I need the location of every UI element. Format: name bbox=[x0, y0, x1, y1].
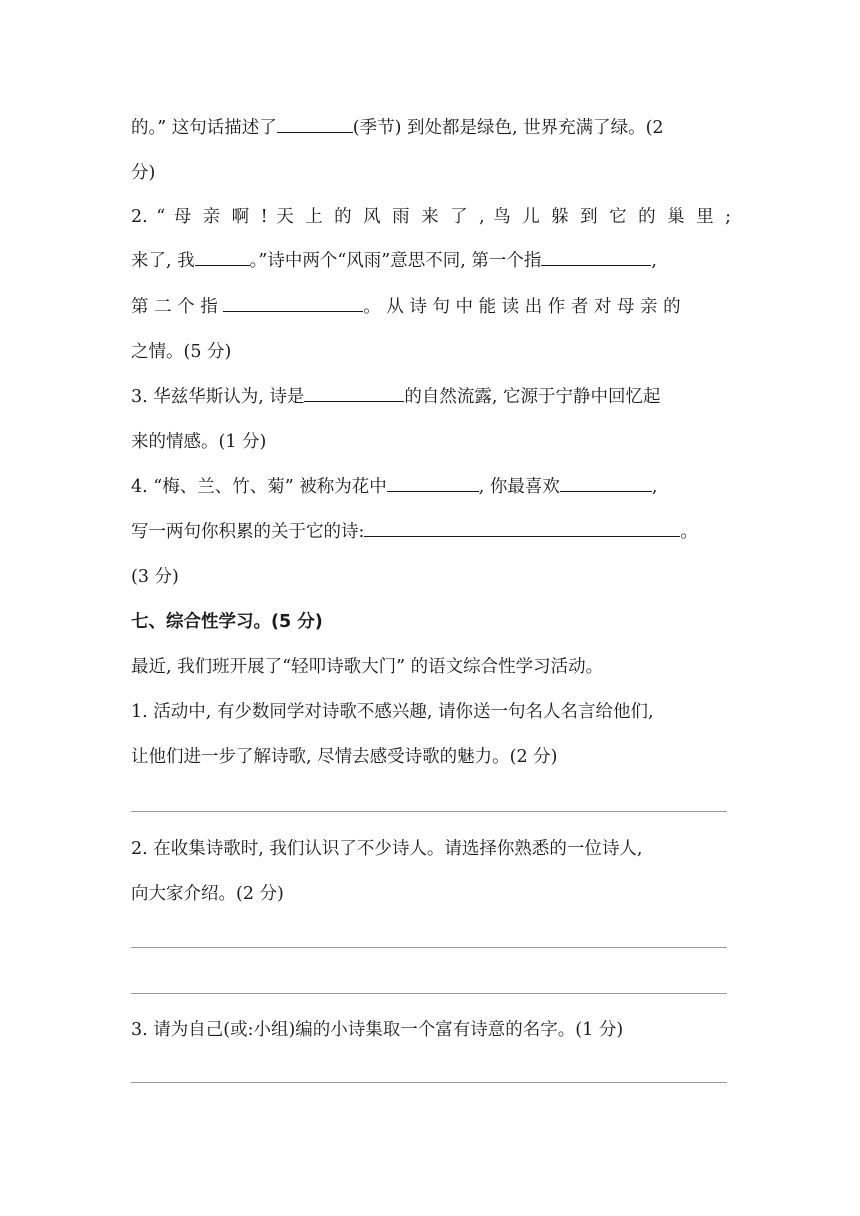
text: 3. 华兹华斯认为, 诗是 bbox=[131, 387, 305, 407]
text: 。”诗中两个“风雨”意思不同, 第一个指 bbox=[249, 251, 542, 271]
line-11: (3 分) bbox=[131, 567, 179, 587]
text: , bbox=[651, 251, 657, 271]
activity-1-line: 1. 活动中, 有少数同学对诗歌不感兴趣, 请你送一句名人名言给他们, bbox=[131, 702, 654, 722]
text: 。 bbox=[680, 522, 698, 542]
answer-line-1[interactable] bbox=[131, 811, 727, 812]
line-2: 分) bbox=[131, 163, 156, 183]
fill-blank-second-meaning[interactable] bbox=[223, 296, 363, 312]
text: 的。” 这句话描述了 bbox=[131, 118, 277, 138]
activity-1-line-2: 让他们进一步了解诗歌, 尽情去感受诗歌的魅力。(2 分) bbox=[131, 747, 558, 767]
text: (季节) 到处都是绿色, 世界充满了绿。(2 bbox=[352, 118, 664, 138]
activity-2-line-2: 向大家介绍。(2 分) bbox=[131, 884, 284, 904]
text: 来了, 我 bbox=[131, 251, 195, 271]
fill-blank-me[interactable] bbox=[195, 250, 250, 266]
fill-blank-favorite[interactable] bbox=[560, 476, 652, 492]
fill-blank-poetry[interactable] bbox=[304, 386, 404, 402]
text: 写一两句你积累的关于它的诗: bbox=[131, 522, 365, 542]
text: 4. “梅、兰、竹、菊” 被称为花中 bbox=[131, 477, 387, 497]
text: , bbox=[651, 477, 658, 497]
fill-blank-season[interactable] bbox=[277, 117, 353, 133]
text: 第 二 个 指 bbox=[131, 297, 218, 317]
line-5 bbox=[131, 295, 731, 319]
line-4 bbox=[131, 249, 731, 273]
section-heading: 七、综合性学习。(5 分) bbox=[131, 612, 323, 632]
question-3-line bbox=[131, 385, 731, 409]
fill-blank-first-meaning[interactable] bbox=[541, 250, 651, 266]
activity-2-line: 2. 在收集诗歌时, 我们认识了不少诗人。请选择你熟悉的一位诗人, bbox=[131, 839, 643, 859]
question-2-line: 2. “ 母 亲 啊 ! 天 上 的 风 雨 来 了 , 鸟 儿 躲 到 它 的 巢 里 ; bbox=[131, 207, 731, 227]
intro-line: 最近, 我们班开展了“轻叩诗歌大门” 的语文综合性学习活动。 bbox=[131, 657, 604, 677]
line-10 bbox=[131, 520, 731, 544]
text: 的自然流露, 它源于宁静中回忆起 bbox=[404, 387, 661, 407]
answer-line-3[interactable] bbox=[131, 1082, 727, 1083]
line-6: 之情。(5 分) bbox=[131, 342, 232, 362]
question-4-line bbox=[131, 475, 731, 499]
text: , 你最喜欢 bbox=[478, 477, 560, 497]
fill-blank-flowers[interactable] bbox=[387, 476, 479, 492]
line-1 bbox=[131, 116, 731, 140]
answer-line-2a[interactable] bbox=[131, 947, 727, 948]
activity-3-line: 3. 请为自己(或:小组)编的小诗集取一个富有诗意的名字。(1 分) bbox=[131, 1020, 624, 1040]
fill-blank-poem[interactable] bbox=[364, 521, 680, 537]
answer-line-2b[interactable] bbox=[131, 993, 727, 994]
text: 。 从 诗 句 中 能 读 出 作 者 对 母 亲 的 bbox=[363, 297, 681, 317]
line-8: 来的情感。(1 分) bbox=[131, 432, 267, 452]
